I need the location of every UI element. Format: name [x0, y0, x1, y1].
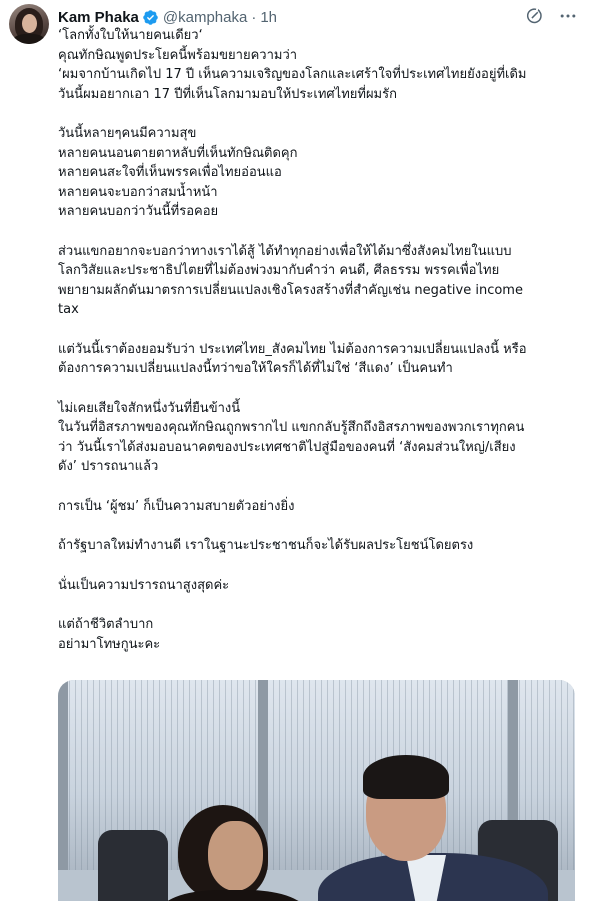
tweet-text-line: tax	[58, 302, 79, 317]
tweet-text	[58, 26, 578, 654]
tweet-text-line: ว่า วันนี้เราได้ส่งมอบอนาคตของประเทศชาติไปสู่มือของคนที่ ‘สังคมส่วนใหญ่/เสียง	[58, 439, 516, 455]
tweet-text-line: ดัง’ ปรารถนาแล้ว	[58, 459, 159, 474]
avatar-face	[22, 14, 37, 33]
tweet-text-line: นั่นเป็นความปรารถนาสูงสุดค่ะ	[58, 577, 230, 593]
paragraph-gap	[58, 595, 578, 615]
display-name[interactable]: Kam Phaka	[58, 8, 139, 26]
paragraph-gap	[58, 104, 578, 124]
tweet-text-line: ‘โลกทั้งใบให้นายคนเดียว‘	[58, 28, 203, 43]
grok-icon[interactable]	[524, 6, 544, 26]
paragraph-gap	[58, 556, 578, 576]
tweet-text-line: คุณทักษิณพูดประโยคนี้พร้อมขยายความว่า	[58, 47, 298, 63]
tweet-text-line: หลายคนนอนตายตาหลับที่เห็นทักษิณติดคุก	[58, 145, 298, 161]
avatar[interactable]	[9, 4, 49, 44]
woman-body	[158, 890, 308, 901]
paragraph-gap	[58, 222, 578, 242]
tweet-text-line: การเป็น ‘ผู้ชม’ ก็เป็นความสบายตัวอย่างยิ่ง	[58, 498, 295, 514]
user-handle[interactable]: @kamphaka	[162, 8, 248, 26]
verified-badge-icon	[142, 9, 159, 26]
separator-dot: ·	[251, 8, 257, 26]
tweet-photo[interactable]	[58, 680, 575, 901]
tweet-text-line: หลายคนบอกว่าวันนี้ที่รอคอย	[58, 204, 219, 219]
tweet-text-line: พยายามผลักดันมาตรการเปลี่ยนแปลงเชิงโครงสร้างที่สำคัญเช่น negative income	[58, 282, 523, 298]
photo-window-frame	[58, 680, 68, 870]
paragraph-gap	[58, 379, 578, 399]
timestamp[interactable]: 1h	[260, 8, 277, 26]
tweet-text-line: ไม่เคยเสียใจสักหนึ่งวันที่ยืนข้างนี้	[58, 400, 241, 416]
tweet-actions-top	[524, 6, 578, 26]
tweet-text-line: วันนี้หลายๆคนมีความสุข	[58, 126, 197, 141]
tweet-text-line: หลายคนสะใจที่เห็นพรรคเพื่อไทยอ่อนแอ	[58, 165, 282, 180]
photo-woman	[138, 805, 308, 901]
tweet-text-line: วันนี้ผมอยากเอา 17 ปีที่เห็นโลกมามอบให้ประเทศไทยที่ผมรัก	[58, 86, 397, 102]
tweet-text-line: ส่วนแขกอยากจะบอกว่าทางเราได้สู้ ได้ทำทุกอย่างเพื่อให้ได้มาซึ่งสังคมไทยในแบบ	[58, 243, 512, 259]
man-hair	[363, 755, 449, 799]
tweet-text-line: ถ้ารัฐบาลใหม่ทำงานดี เราในฐานะประชาชนก็จะได้รับผลประโยชน์โดยตรง	[58, 538, 474, 553]
more-icon[interactable]	[558, 6, 578, 26]
photo-man	[318, 755, 548, 901]
paragraph-gap	[58, 477, 578, 497]
tweet-text-line: ในวันที่อิสรภาพของคุณทักษิณถูกพรากไป แขกกลับรู้สึกถึงอิสรภาพของพวกเราทุกคน	[58, 420, 525, 435]
paragraph-gap	[58, 516, 578, 536]
tweet-text-line: หลายคนจะบอกว่าสมน้ำหน้า	[58, 184, 218, 200]
tweet-text-line: แต่วันนี้เราต้องยอมรับว่า ประเทศไทย_สังคมไทย ไม่ต้องการความเปลี่ยนแปลงนี้ หรือ	[58, 341, 527, 357]
avatar-shoulders	[13, 34, 45, 44]
tweet-text-line: อย่ามาโทษกูนะคะ	[58, 636, 161, 652]
tweet-text-line: แต่ถ้าชีวิตลำบาก	[58, 617, 154, 632]
tweet-header	[58, 6, 594, 28]
tweet-text-line: ต้องการความเปลี่ยนแปลงนี้ทว่าขอให้ใครก็ได้ที่ไม่ใช่ ‘สีแดง’ เป็นคนทำ	[58, 361, 453, 376]
woman-face	[208, 821, 263, 891]
tweet-text-line: ‘ผมจากบ้านเกิดไป 17 ปี เห็นความเจริญของโลกและเศร้าใจที่ประเทศไทยยังอยู่ที่เดิม	[58, 67, 527, 82]
paragraph-gap	[58, 320, 578, 340]
tweet-text-line: โลกวิสัยและประชาธิปไตยที่ไม่ต้องพ่วงมากับคำว่า คนดี, ศีลธรรม พรรคเพื่อไทย	[58, 263, 500, 278]
